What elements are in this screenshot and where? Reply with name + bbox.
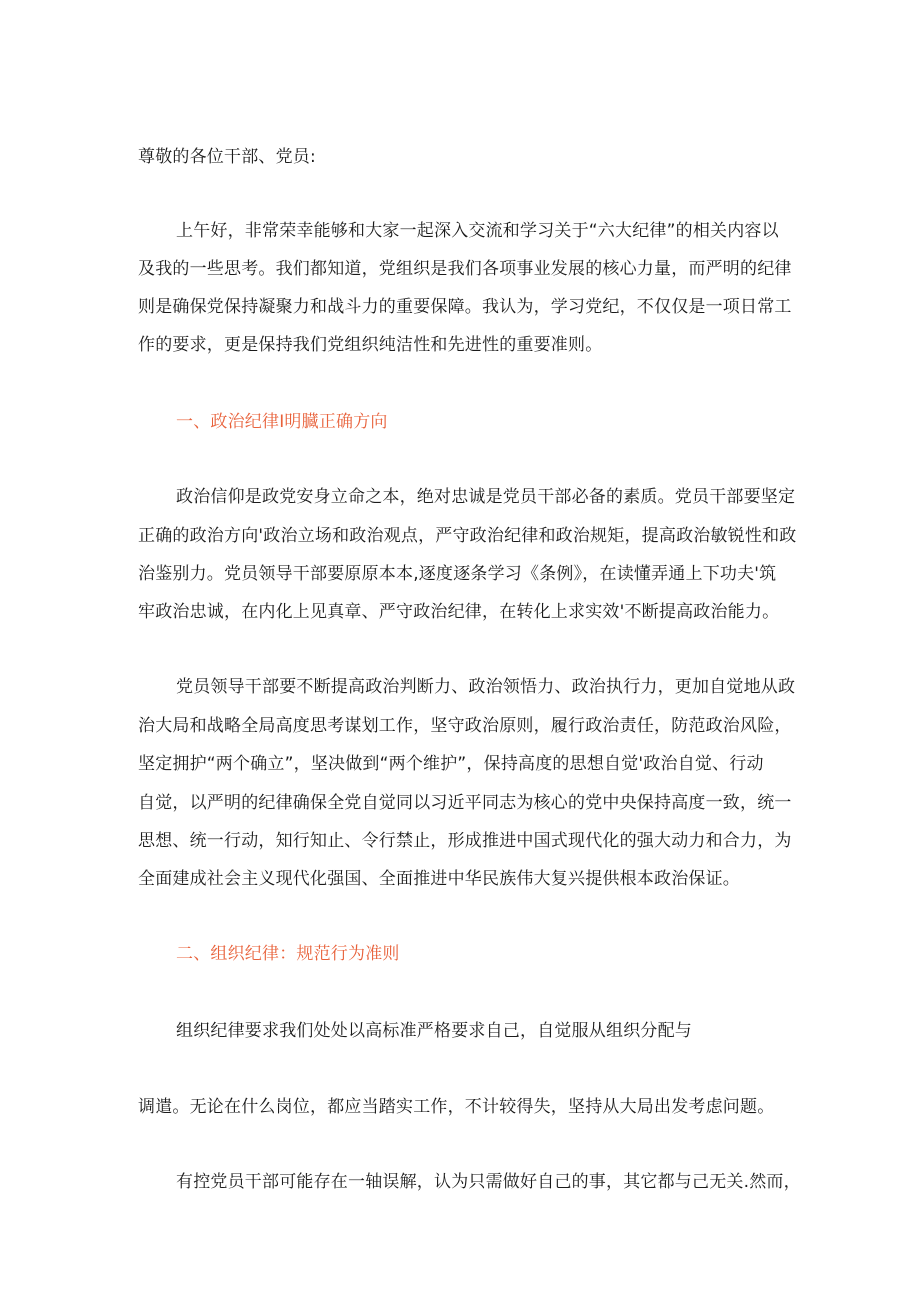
intro-line-2: 及我的一些思考。我们都知道，党组织是我们各项事业发展的核心力量，而严明的纪律	[138, 259, 792, 279]
section-1-para-1-line-1: 政治信仰是政党安身立命之本，绝对忠诚是党员干部必备的素质。党员干部要坚定	[176, 487, 796, 507]
section-2-heading: 二、组织纪律：规范行为准则	[176, 944, 400, 964]
section-2-para-1-line-1: 组织纪律要求我们处处以高标准严格要求自己，自觉服从组织分配与	[176, 1021, 692, 1041]
section-2-para-2-line-1: 有控党员干部可能存在一轴误解，认为只需做好自己的事，其它都与己无关.然而，	[176, 1172, 801, 1192]
section-1-para-1-line-3: 治鉴别力。党员领导干部要原原本本,逐度逐条学习《条例》，在读懂弄通上下功夫'筑	[138, 564, 777, 584]
section-2-para-1-line-2: 调遣。无论在什么岗位，都应当踏实工作，不计较得失，坚持从大局出发考虑问题。	[138, 1097, 775, 1117]
salutation: 尊敬的各位干部、党员:	[138, 147, 316, 167]
intro-line-1: 上午好，非常荣幸能够和大家一起深入交流和学习关于“六大纪律”的相关内容以	[176, 221, 779, 241]
section-1-para-2-line-6: 全面建成社会主义现代化强国、全面推进中华民族伟大复兴提供根本政治保证。	[138, 869, 740, 889]
intro-line-4: 作的要求，更是保持我们党组织纯洁性和先进性的重要准则。	[138, 335, 603, 355]
section-1-para-1-line-2: 正确的政治方向'政治立场和政治观点，严守政治纪律和政治规矩，提高政治敏锐性和政	[138, 526, 797, 546]
section-1-para-2-line-5: 思想、统一行动，知行知止、令行禁止，形成推进中国式现代化的强大动力和合力，为	[138, 831, 792, 851]
section-1-para-2-line-2: 治大局和战略全局高度思考谋划工作，坚守政治原则，履行政治责任，防范政治风险，	[138, 716, 792, 736]
section-1-para-2-line-4: 自觉，以严明的纪律确保全党自觉同以习近平同志为核心的党中央保持高度一致，统一	[138, 793, 792, 813]
section-1-para-1-line-4: 牢政治忠诚，在内化上见真章、严守政治纪律，在转化上求实效'不断提高政治能力。	[138, 602, 780, 622]
section-1-para-2-line-3: 坚定拥护“两个确立”，坚决做到“两个维护”，保持高度的思想自觉'政治自觉、行动	[138, 754, 764, 774]
intro-line-3: 则是确保党保持凝聚力和战斗力的重要保障。我认为，学习党纪，不仅仅是一项日常工	[138, 297, 792, 317]
section-1-para-2-line-1: 党员领导干部要不断提高政治判断力、政治领悟力、政治执行力，更加自觉地从政	[176, 677, 796, 697]
section-1-heading: 一、政治纪律I明臓正确方向	[176, 412, 388, 432]
